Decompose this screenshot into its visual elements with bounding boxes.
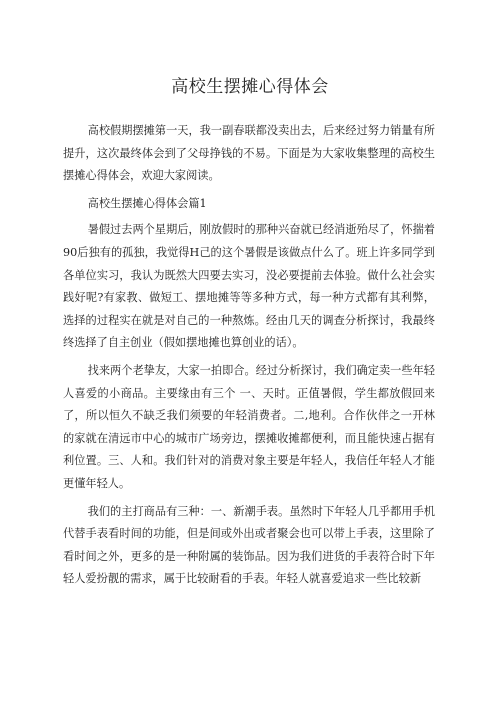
document-body [63, 120, 435, 596]
intro-paragraph: 高校假期摆摊第一天，我一副春联都没卖出去，后来经过努力销量有所提升，这次最终体会到了父母挣钱的不易。下面是为大家收集整理的高校生摆摊心得体会，欢迎大家阅读。 [63, 124, 435, 183]
body-paragraph-3: 我们的主打商品有三种：一、新潮手表。虽然时下年轻人几乎都用手机代替手表看时间的功能，但是间或外出或者聚会也可以带上手表，这里除了看时间之外，更多的是一种附属的装饰品。因为我们进货的手表符合时下年轻人爱扮靓的需求，属于比较耐看的手表。年轻人就喜爱追求一些比较新 [63, 504, 435, 586]
section-heading: 高校生摆摊心得体会篇1 [87, 196, 207, 210]
page-title: 高校生摆摊心得体会 [171, 77, 329, 97]
body-paragraph-1: 暑假过去两个星期后，刚放假时的那种兴奋就已经消逝殆尽了，怀揣着90后独有的孤独，我觉得H己的这个暑假是该做点什么了。班上许多同学到各单位实习，我认为既然大四要去实习，没必要提前去体验。做什么社会实践好呢?有家教、做短工、摆地摊等等多种方式，每一种方式都有其利弊，选择的过程实在就是对自己的一种熬炼。经由几天的调查分析探讨，我最终终选择了自主创业（假如摆地摊也算创业的话）。 [63, 223, 435, 350]
body-paragraph-2: 找来两个老挚友，大家一拍即合。经过分析探讨，我们确定卖一些年轻人喜爱的小商品。主要缘由有三个 一、天时。正值暑假，学生都放假回来了，所以恒久不缺乏我们须要的年轻消费者。二,地利。合作伙伴之一开林的家就在清远市中心的城市广场旁边，摆摊收摊都便利，而且能快速占据有利位置。三、人和。我们针对的消费对象主要是年轻人，我信任年轻人才能更懂年轻人。 [63, 363, 435, 490]
